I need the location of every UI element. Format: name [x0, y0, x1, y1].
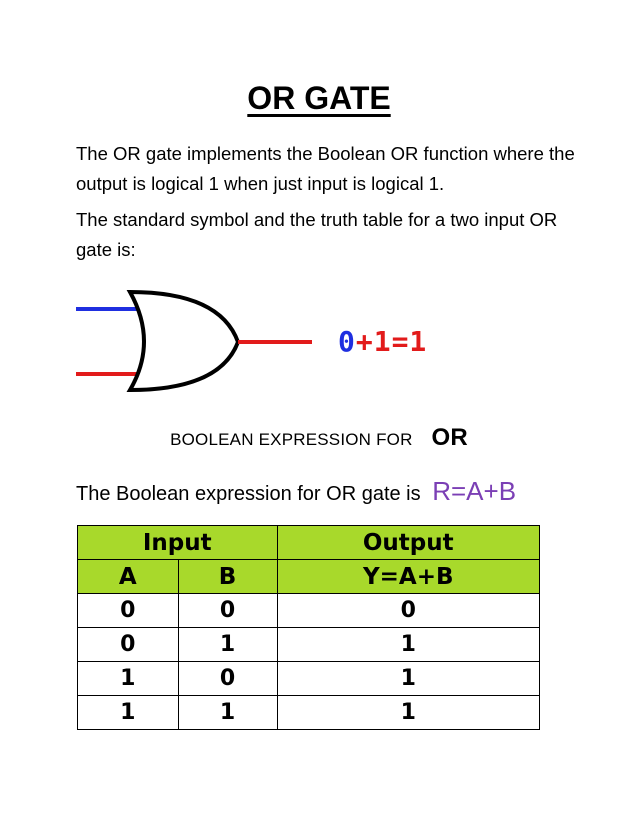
gate-expression: [338, 325, 427, 358]
column-y: Y=A+B: [277, 560, 539, 594]
table-row: [78, 696, 540, 730]
symbol-paragraph: The standard symbol and the truth table for a two input OR gate is:: [76, 209, 558, 260]
table-row: [78, 662, 540, 696]
expression-formula: R=A+B: [432, 476, 517, 506]
expression-text: The Boolean expression for OR gate is: [76, 483, 421, 505]
page-title: OR GATE: [247, 80, 391, 116]
cell-b: 1: [178, 696, 277, 730]
cell-y: 1: [277, 662, 539, 696]
column-a: A: [78, 560, 179, 594]
cell-y: 0: [277, 594, 539, 628]
column-b: B: [178, 560, 277, 594]
gate-expression-zero: 0: [338, 325, 356, 358]
expression-line: [76, 476, 516, 507]
cell-y: 1: [277, 696, 539, 730]
boolean-heading-prefix: BOOLEAN EXPRESSION FOR: [170, 430, 413, 449]
or-gate-body: [130, 292, 238, 390]
cell-a: 1: [78, 662, 179, 696]
cell-b: 0: [178, 594, 277, 628]
gate-expression-rest: +1=1: [355, 325, 428, 358]
boolean-expression-heading: [0, 424, 638, 452]
cell-b: 0: [178, 662, 277, 696]
truth-table-column-header: [78, 560, 540, 594]
cell-b: 1: [178, 628, 277, 662]
truth-table: [77, 525, 540, 730]
or-gate-symbol: [70, 284, 320, 404]
cell-a: 1: [78, 696, 179, 730]
cell-a: 0: [78, 628, 179, 662]
intro-paragraph: The OR gate implements the Boolean OR function where the output is logical 1 when just input is logical 1.: [76, 143, 575, 194]
truth-table-group-header: [78, 526, 540, 560]
cell-a: 0: [78, 594, 179, 628]
table-row: [78, 594, 540, 628]
cell-y: 1: [277, 628, 539, 662]
table-row: [78, 628, 540, 662]
header-output: Output: [277, 526, 539, 560]
header-input: Input: [78, 526, 278, 560]
boolean-heading-or: OR: [431, 424, 468, 451]
